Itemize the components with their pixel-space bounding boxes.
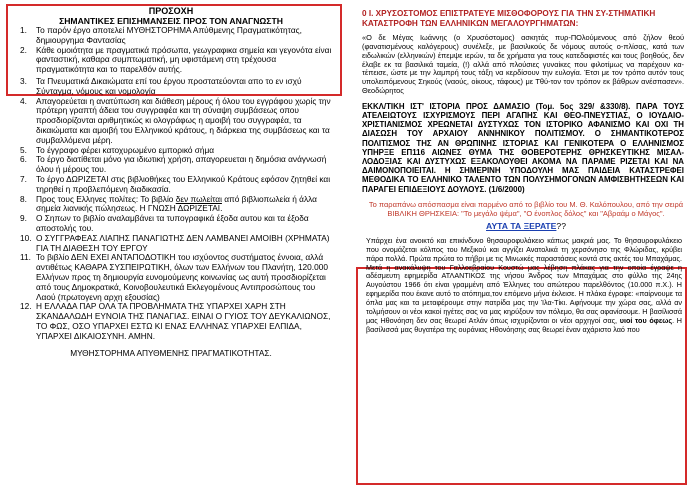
not-sold-text: δεν πωλείται [175,193,222,204]
notice-list [0,26,342,342]
closing-line: ΜΥΘΗΣΤΟΡΗΜΑ ΑΠΥΘΜΕΝΗΣ ΠΡΑΓΜΑΤΙΚΟΤΗΤΑΣ. [70,347,272,358]
notice-item: 5. Το έγγραφο φέρει κατοχυρωμένο εμπορικό σήμα [20,144,215,155]
notice-item: 3. Τα Πνευματικά Δικαιώματα επί του έργου προστατεύονται απο το εν ισχύ Σύνταγμα, νόμους και νομολογία [20,75,302,96]
notice-item: 1. Το παρόν έργο αποτελεί ΜΥΘΗΣΤΟΡΗΜΑ Απύθμενης Πραγματικότητας, δημιουργημα Φαντασίας [20,25,302,45]
notice-item: 9. Ο Σηπων το βιβλίο αναλαμβάνει τα τυπογραφικά έξοδα αυτου και τα έξοδα αποστολής του. [20,213,309,233]
notice-item: 4. Απαγορεύεται η ανατύπωση και διάθεση μέρους ή όλου του εγγράφου χωρίς την πρότερη γραπτή άδεια του συγγραφέα και τη σύναψη συμβάσεως οπου προσδιορίζονται αριθμητικώς κι ολογράφως η αμοιβή του συγγραφέα, τα δικαιώματα και αμοιβή του Ελληνικού κράτους, η διάρκεια της συμβάσεως και τα συμβαλλόμενα μέρη. [20,95,331,145]
notice-item: 8. Προς τους Ελληνες πολίτες: Το βιβλίο δεν πωλείται από βιβλιοπωλεία ή άλλα σημεία λιανικής πώλησεως. Η ΓΝΩΣΗ ΔΩΡΙΖΕΤΑΙ. [20,193,317,214]
notice-item: 2. Κάθε ομοιότητα με πραγματικά πρόσωπα, γεωγραφικα σημεία και γεγονότα είναι φανταστική, καθαρα συμπτωματική, μη υφιστάμενη στη τρέχουσα πραγματικότητα και το παρελθόν αυτής. [20,44,332,75]
article-title-link[interactable]: ΑΥΤΑ ΤΑ ΞΕΡΑΤΕ [486,220,557,231]
bold-phrase: υιοί του όφεως [619,315,673,325]
chrysostom-title: 0 Ι. ΧΡΥΣΟΣΤΟΜΟΣ ΕΠΙΣΤΡΑΤΕΥΕ ΜΙΣΘΟΦΟΡΟΥΣ ΓΙΑ ΤΗΝ ΣΥ-ΣΤΗΜΑΤΙΚΗ ΚΑΤΑΣΤΡΟΦΗ ΤΩΝ ΕΛΛΗΝΙΚΩΝ ΜΕΓΑΛΟΥΡΓΗΜΑΤΩΝ: [362,9,656,28]
notice-item: 10. Ο ΣΥΓΓΡΑΦΕΑΣ ΛΙΑΠΗΣ ΠΑΝΑΓΙΩΤΗΣ ΔΕΝ ΛΑΜΒΑΝΕΙ ΑΜΟΙΒΗ (ΧΡΗΜΑΤΑ) ΓΙΑ ΤΗ ΔΙΑΘΕΣΗ ΤΟΥ ΕΡΓΟΥ [20,232,330,253]
theodoret-quote: «Ο δε Μέγας Ιωάννης (ο Χρυσόστομος) ασκητάς πυρ-ΠΟλούμενους από ζήλον θεού (φανατισμένους καλόγερους) συνέλεξε, με βασιλικούς δε νόμους αυτούς ο-πλίσας, κατά των ειδωλικών (ελληνικών) έπεμψε ιερών, τα δε χρήματα για τους κατεδαφιστές και τους βοηθούς, δεν έλαβε εκ τα βασιλικά ταμεία, (!) αλλά από πλούσιες γυναίκες που φιλοτίμως να παρέχουν κα-τέπεισε, ώστε με την λαμπρή τους τάξη να κερδίσουν την ευλογία. Έτσι με τον τρόπο αυτόν τους υπολειπόμενους Σηκούς (ναούς, οίκους, τάφους) με Τθύ-τον τον τρόπον εκ βάθρων ανέσπασεν». Θεοδώρητος [362,33,684,95]
source-note: Το παραπάνω απόσπασμα είναι παρμένο από το βιβλίο του Μ. Θ. Καλόπουλου, από την σειρά ΒΙΒΛΙΚΗ ΘΡΗΣΚΕΙΑ: "Το μεγάλο ψέμα", "Ο ένοπλος δόλος" και "Αβραάμ ο Μάγος". [368,199,684,218]
article-title: ΑΥΤΑ ΤΑ ΞΕΡΑΤΕ?? [486,220,566,231]
article-body: Υπάρχει ένα ανοικτό και επικίνδυνο θησαυροφυλάκειο κάπως μακριά μας. Το θησαυροφυλάκειο που ονομάζεται κόλπος του Μεξικού και αγγίζει Ανατολικά τη χερσόνησο της Φλώριδας, κρύβει πάρα πολλά. Πρώτα πρώτα το πήβρι με τις Μινωικές παραστάσεις κοντά στις ακτές του Μπαχάμας. Μετά η ανακάλυψη του Γαλλοεβραίου Κουστώ μας λέβηση πλάκας για την οποία έγραψε η αδέσμευτη εφημερίδα ΑΤΛΑΝΤΙΚΟΣ της νήσου Άνδρος των Μπαχάμας στο φύλλο της 24ης Αυγούστου 1966 ότι είναι γραμμένη από Έλληνες του απώτερου παρελθόντος (10.000 π.Χ.). Η εφημερίδα που έκανε αυτό το ατόπημα,τον επόμενο μήνα έκλεισε. Η πλάκα έγραφε: «παίρνουμε τα όπλα μας και τα μεταφέρουμε στην πατρίδα μας την Ίλα-Τίκι. Αφήνουμε την χώρα σας, αλλά αν τολμήσουν οι νέοι κακοί ηγέτες σας να μας κηρύξουν τον πόλεμο, θα σας αφανίσουμε. Η βασίλισσά μας Ηθονόηση δεν σας θεωρεί Ατλάν όπως ισχυρίζονται οι νέοι αρχηγοί σας, υιοί του όφεως. Η βασίλισσά μας θυγατέρα της ουράνιας Ηθονόησης σας θεωρεί έναν αχάριστο λαό που [366,235,682,334]
notice-column [0,0,342,488]
notice-item: 12. Η ΕΛΛΑΔΑ ΠΑΡ ΟΛΑ ΤΑ ΠΡΟΒΛΗΜΑΤΑ ΤΗΣ ΥΠΑΡΧΕΙ ΧΑΡΗ ΣΤΗ ΣΚΑΝΔΑΛΩΔΗ ΕΥΝΟΙΑ ΤΗΣ ΠΑΝΑΓΙΑΣ. ΕΙΝΑΙ Ο ΓΥΙΟΣ ΤΟΥ ΔΕΥΚΑΛΙΩΝΟΣ, ΤΟ ΦΩΣ, ΟΣΟ ΥΠΑΡΧΕΙ ΕΣΤΩ ΚΙ ΕΝΑΣ ΕΛΛΗΝΑΣ ΥΠΑΡΧΕΙ ΕΛΠΙΔΑ, ΥΠΑΡΧΕΙ ΔΙΚΑΙΟΣΥΝΗ. ΑΜΗΝ. [20,301,331,341]
notice-item: 6. Το έργο διατίθεται μόνο για ιδιωτική χρήση, απαγορευεται η δημόσια ανάγνωσή όλου ή μέρους του. [20,154,327,175]
notice-item: 11. Το βιβλίο ΔΕΝ ΕΧΕΙ ΑΝΤΑΠΟΔΟΤΙΚΗ του ισχύοντος συστήματος έννοια, αλλά αντιθέτως ΚΑΘΑΡΑ ΣΥΣΠΕΙΡΩΤΙΚΗ, όλων των Ελλήνων του Πλανήτη, 120.000 Ελλήνων προς τη δημιουργία ευνομούμενης κοινωνίας ως αυτή προσδιορίζεται από τους Δημοκρατικά, Κοινοβουλευτικά Εκλεγομένους Αντιπροσώπους του Λαού (πρωτογενη αρχη εξουσίας) [20,252,328,302]
article-column [356,0,696,488]
notice-subheading: ΣΗΜΑΝΤΙΚΕΣ ΕΠΙΣΗΜΑΝΣΕΙΣ ΠΡΟΣ ΤΟΝ ΑΝΑΓΝΩΣΤΗ [59,16,283,26]
notice-heading: ΠΡΟΣΟΧΗ [148,6,194,16]
history-paragraph: ΕΚΚΛ/ΤΙΚΗ ΙΣΤ' ΙΣΤΟΡΙΑ ΠΡΟΣ ΔΑΜΑΣΙΟ (Τομ. 5ος 329/ &330/8). ΠΑΡΑ ΤΟΥΣ ΑΤΕΛΕΙΩΤΟΥΣ ΙΣΧΥΡΙΣΜΟΥΣ ΠΕΡΙ ΑΓΑΠΗΣ ΚΑΙ ΘΕΟ-ΠΝΕΥΣΤΙΑΣ, Ο ΙΟΥΔΑΙΟ-ΧΡΙΣΤΙΑΝΙΣΜΟΣ ΧΡΕΩΝΕΤΑΙ ΔΥΣΤΥΧΩΣ ΤΟΝ ΙΣΤΟΡΙΚΟ ΑΦΑΝΙΣΜΟ ΚΑΙ ΟΧΙ ΤΗ ΔΙΑΣΩΣΗ ΤΟΥ ΑΡΧΑΙΟΥ ΑΝΝΗΝΙΚΟΥ ΠΟΛΙΤΙΣΜΟΥ. Ο ΣΗΜΑΝΤΙΚΟΤΕΡΟΣ ΠΟΛΙΤΙΣΜΟΣ ΤΗΣ ΑΝ ΘΡΩΠΙΝΗΣ ΙΣΤΟΡΙΑΣ ΚΑΙ ΓΕΝΙΚΟΤΕΡΑ Ο ΕΛΛΗΝΙΣΜΟΣ ΥΠΗΡΞΕ ΕΠ116 ΑΙΩΝΕΣ ΘΥΜΑ ΤΗΣ ΘΟΒΕΡΟΤΕΡΗΣ ΘΡΗΣΚΕΥΤΙΚΗΣ ΜΙΣΑΛ- ΛΟΔΟΞΙΑΣ ΚΑΙ ΔΥΣΤΥΧΩΣ ΕΞΑΚΟΛΟΥΘΕΙ ΑΚΟΜΑ ΝΑ ΠΑΡΑΜΕ ΡΙΖΕΤΑΙ ΚΑΙ ΝΑ ΔΑΙΜΟΝΟΠΟΙΕΙΤΑΙ. Η ΣΗΜΕΡΙΝΗ ΥΠΟΔΟΥΛΗ ΜΑΣ ΠΑΙΔΕΙΑ ΚΑΤΑΣΤΡΕΦΕΙ ΜΕΘΟΔΙΚΑ ΤΟ ΕΛΛΗΝΙΚΟ ΤΑΛΕΝΤΟ ΤΩΝ ΠΟΛΥΣΗΜΟΓΟΝΩΝ ΑΜΦΙΣΒΗΤΗΣΕΩΝ ΚΑΙ ΠΑΡΑΓΕΙ ΕΠΙΔΕΞΙΟΥΣ ΔΟΥΛΟΥΣ. (1/6/2000) [362,101,684,194]
notice-item: 7. Το έργο ΔΩΡΙΖΕΤΑΙ στις βιβλιοθήκες του Ελληνικού Κράτους εφόσον ζητηθεί και τηρηθεί η προβλεπόμενη διαδικασία. [20,173,331,194]
